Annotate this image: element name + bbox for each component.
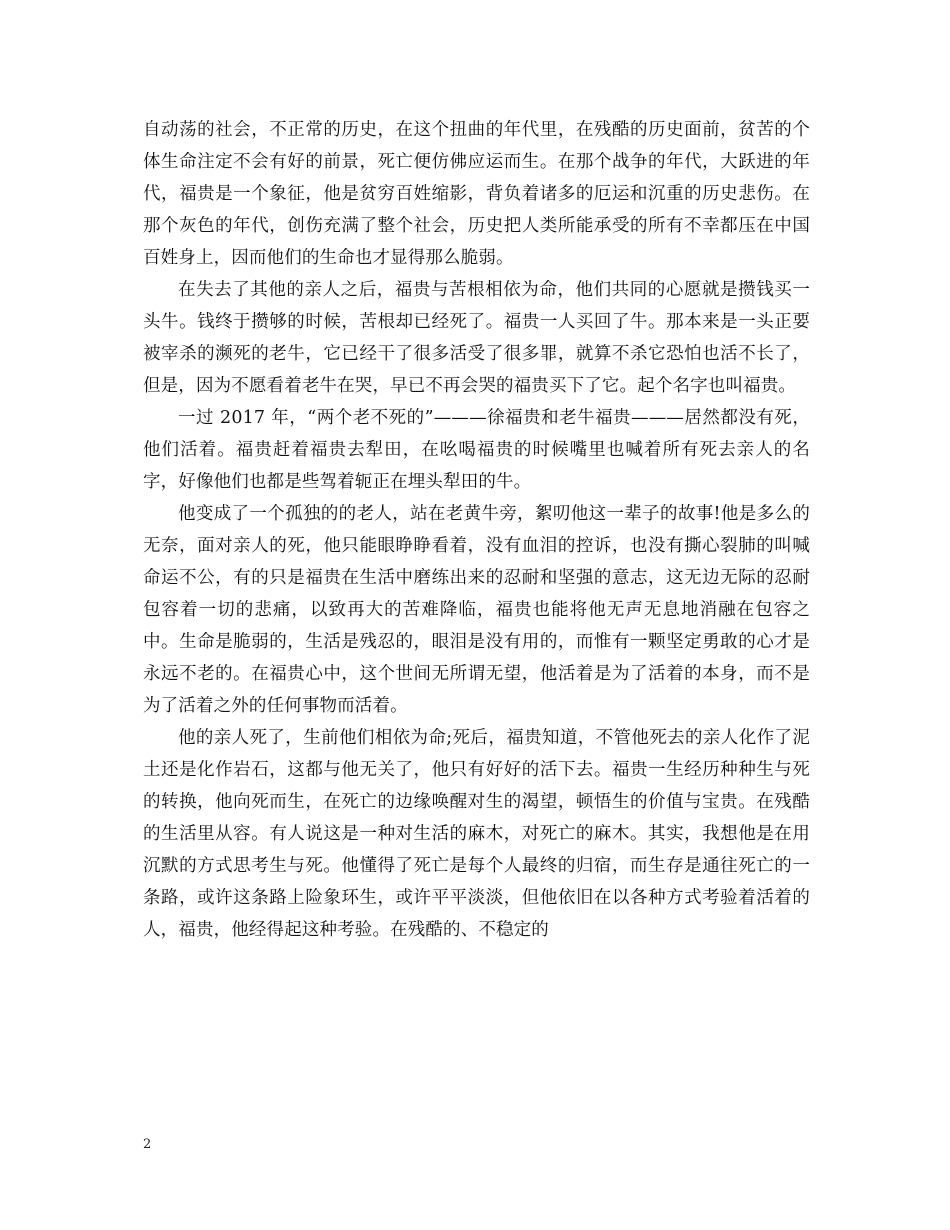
body-text <box>143 114 810 946</box>
paragraph-3: 一过 2017 年，“两个老不死的”———徐福贵和老牛福贵———居然都没有死，他们活着。福贵赶着福贵去犁田，在吆喝福贵的时候嘴里也喊着所有死去亲人的名字，好像他们也都是些驾着轭正在埋头犁田的牛。 <box>143 408 810 492</box>
paragraph-2: 在失去了其他的亲人之后，福贵与苦根相依为命，他们共同的心愿就是攒钱买一头牛。钱终于攒够的时候，苦根却已经死了。福贵一人买回了牛。那本来是一头正要被宰杀的濒死的老牛，它已经干了很多活受了很多罪，就算不杀它恐怕也活不长了，但是，因为不愿看着老牛在哭，早已不再会哭的福贵买下了它。起个名字也叫福贵。 <box>143 280 810 396</box>
paragraph-5: 他的亲人死了，生前他们相依为命;死后，福贵知道，不管他死去的亲人化作了泥土还是化作岩石，这都与他无关了，他只有好好的活下去。福贵一生经历种种生与死的转换，他向死而生，在死亡的边缘唤醒对生的渴望，顿悟生的价值与宝贵。在残酷的生活里从容。有人说这是一种对生活的麻木，对死亡的麻木。其实，我想他是在用沉默的方式思考生与死。他懂得了死亡是每个人最终的归宿，而生存是通往死亡的一条路，或许这条路上险象环生，或许平平淡淡，但他依旧在以各种方式考验着活着的人，福贵，他经得起这种考验。在残酷的、不稳定的 <box>143 728 810 940</box>
paragraph-4: 他变成了一个孤独的的老人，站在老黄牛旁，絮叨他这一辈子的故事!他是多么的无奈，面对亲人的死，他只能眼睁睁看着，没有血泪的控诉，也没有撕心裂肺的叫喊命运不公，有的只是福贵在生活中磨练出来的忍耐和坚强的意志，这无边无际的忍耐包容着一切的悲痛，以致再大的苦难降临，福贵也能将他无声无息地消融在包容之中。生命是脆弱的，生活是残忍的，眼泪是没有用的，而惟有一颗坚定勇敢的心才是永远不老的。在福贵心中，这个世间无所谓无望，他活着是为了活着的本身，而不是为了活着之外的任何事物而活着。 <box>143 504 810 716</box>
paragraph-1: 自动荡的社会，不正常的历史，在这个扭曲的年代里，在残酷的历史面前，贫苦的个体生命注定不会有好的前景，死亡便仿佛应运而生。在那个战争的年代，大跃进的年代，福贵是一个象征，他是贫穷百姓缩影，背负着诸多的厄运和沉重的历史悲伤。在那个灰色的年代，创伤充满了整个社会，历史把人类所能承受的所有不幸都压在中国百姓身上，因而他们的生命也才显得那么脆弱。 <box>143 120 810 268</box>
page-number: 2 <box>143 1137 152 1152</box>
